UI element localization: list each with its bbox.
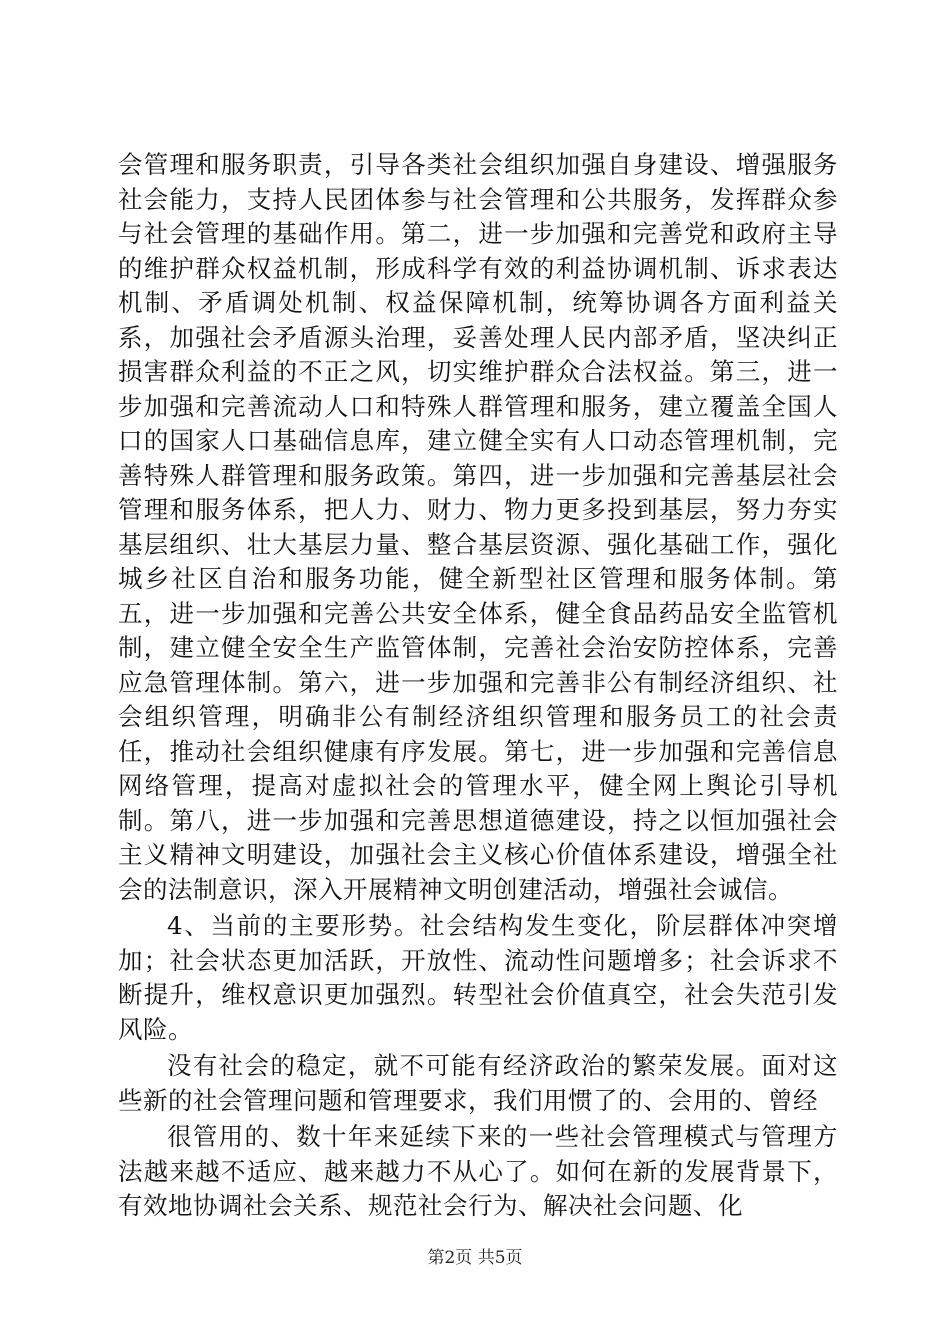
document-body [118, 148, 838, 1224]
body-paragraph: 很管用的、数十年来延续下来的一些社会管理模式与管理方法越来越不适应、越来越力不从心了。如何在新的发展背景下，有效地协调社会关系、规范社会行为、解决社会问题、化 [118, 1122, 838, 1220]
body-paragraph: 4、当前的主要形势。社会结构发生变化，阶层群体冲突增加；社会状态更加活跃，开放性、流动性问题增多；社会诉求不断提升，维权意识更加强烈。转型社会价值真空，社会失范引发风险。 [118, 911, 838, 1044]
body-paragraph: 没有社会的稳定，就不可能有经济政治的繁荣发展。面对这些新的社会管理问题和管理要求，我们用惯了的、会用的、曾经 [118, 1051, 838, 1115]
body-paragraph: 会管理和服务职责，引导各类社会组织加强自身建设、增强服务社会能力，支持人民团体参与社会管理和公共服务，发挥群众参与社会管理的基础作用。第二，进一步加强和完善党和政府主导的维护群众权益机制，形成科学有效的利益协调机制、诉求表达机制、矛盾调处机制、权益保障机制，统筹协调各方面利益关系，加强社会矛盾源头治理，妥善处理人民内部矛盾，坚决纠正损害群众利益的不正之风，切实维护群众合法权益。第三，进一步加强和完善流动人口和特殊人群管理和服务，建立覆盖全国人口的国家人口基础信息库，建立健全实有人口动态管理机制，完善特殊人群管理和服务政策。第四，进一步加强和完善基层社会管理和服务体系，把人力、财力、物力更多投到基层，努力夯实基层组织、壮大基层力量、整合基层资源、强化基础工作，强化城乡社区自治和服务功能，健全新型社区管理和服务体制。第五，进一步加强和完善公共安全体系，健全食品药品安全监管机制，建立健全安全生产监管体制，完善社会治安防控体系，完善应急管理体制。第六，进一步加强和完善非公有制经济组织、社会组织管理，明确非公有制经济组织管理和服务员工的社会责任，推动社会组织健康有序发展。第七，进一步加强和完善信息网络管理，提高对虚拟社会的管理水平，健全网上舆论引导机制。第八，进一步加强和完善思想道德建设，持之以恒加强社会主义精神文明建设，加强社会主义核心价值体系建设，增强全社会的法制意识，深入开展精神文明创建活动，增强社会诚信。 [118, 150, 838, 904]
page-number-footer: 第2页 共5页 [427, 1248, 523, 1268]
